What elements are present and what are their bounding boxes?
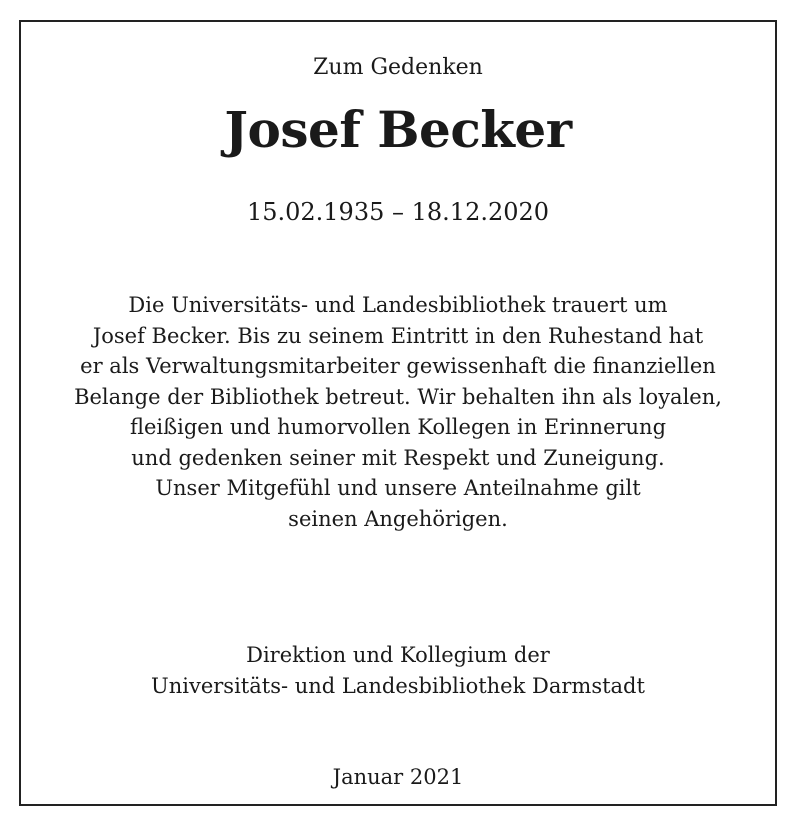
text-line: er als Verwaltungsmitarbeiter gewissenhaft die finanziellen (80, 354, 716, 378)
obituary-text (21, 290, 775, 534)
signature (21, 640, 775, 702)
deceased-name: Josef Becker (224, 100, 572, 159)
intro-heading: Zum Gedenken (313, 55, 483, 80)
text-line: und gedenken seiner mit Respekt und Zuneigung. (131, 445, 665, 470)
text-line: fleißigen und humorvollen Kollegen in Erinnerung (129, 415, 667, 439)
signature-line: Universitäts- und Landesbibliothek Darmstadt (151, 674, 645, 698)
life-dates: 15.02.1935 – 18.12.2020 (246, 198, 550, 226)
text-line: Josef Becker. Bis zu seinem Eintritt in den Ruhestand hat (92, 323, 704, 348)
signature-line: Direktion und Kollegium der (246, 643, 550, 667)
publication-date: Januar 2021 (332, 765, 464, 789)
text-line: Unser Mitgefühl und unsere Anteilnahme gilt (155, 476, 641, 500)
text-line: Die Universitäts- und Landesbibliothek trauert um (128, 293, 668, 317)
text-line: Belange der Bibliothek betreut. Wir behalten ihn als loyalen, (74, 384, 722, 409)
text-line: seinen Angehörigen. (288, 506, 508, 531)
obituary-frame (19, 20, 777, 806)
